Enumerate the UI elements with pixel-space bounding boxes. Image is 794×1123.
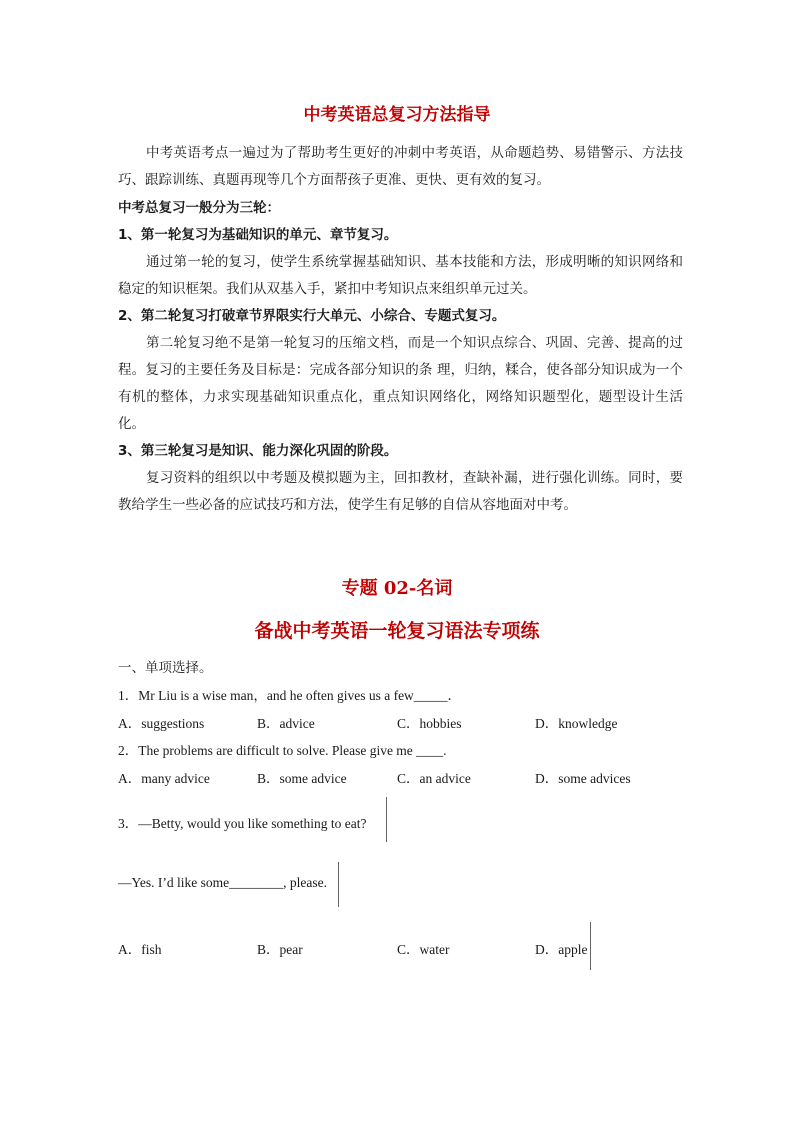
- question-3-stem: 3．—Betty, would you like something to eat?: [118, 816, 367, 831]
- question-1-option-c: C．hobbies: [397, 716, 462, 731]
- question-2-option-b: B．some advice: [257, 771, 347, 786]
- round2-heading: 2、第二轮复习打破章节界限实行大单元、小综合、专题式复习。: [118, 308, 506, 324]
- topic-subtitle: 备战中考英语一轮复习语法专项练: [254, 620, 540, 642]
- text-cursor-marker: [338, 862, 339, 907]
- question-2-stem: 2．The problems are difficult to solve. Please give me ____.: [118, 743, 447, 758]
- question-3-option-b: B．pear: [257, 942, 303, 957]
- round1-heading: 1、第一轮复习为基础知识的单元、章节复习。: [118, 227, 398, 243]
- question-3-option-d: D．apple: [535, 942, 588, 957]
- round2-text: 第二轮复习绝不是第一轮复习的压缩文档，而是一个知识点综合、巩固、完善、提高的过程。复习的主要任务及目标是：完成各部分知识的条 理，归纳，糅合，使各部分知识成为一个有机的整体，力求实现基础知识重点化，重点知识网络化，网络知识题型化，题型设计生活化。: [118, 335, 683, 432]
- question-3-stem-reply: —Yes. I’d like some________, please.: [118, 875, 327, 890]
- question-1-option-b: B．advice: [257, 716, 315, 731]
- text-cursor-marker: [386, 797, 387, 842]
- question-1-option-a: A．suggestions: [118, 716, 205, 731]
- question-1-option-d: D．knowledge: [535, 716, 618, 731]
- round1-text: 通过第一轮的复习，使学生系统掌握基础知识、基本技能和方法，形成明晰的知识网络和稳定的知识框架。我们从双基入手，紧扣中考知识点来组织单元过关。: [118, 254, 683, 297]
- question-1-stem: 1．Mr Liu is a wise man，and he often gives us a few_____．: [118, 688, 462, 703]
- question-2-option-a: A．many advice: [118, 771, 210, 786]
- text-cursor-marker: [590, 922, 591, 970]
- question-2-option-d: D．some advices: [535, 771, 631, 786]
- guide-intro: 中考英语考点一遍过为了帮助考生更好的冲刺中考英语，从命题趋势、易错警示、方法技巧、跟踪训练、真题再现等几个方面帮孩子更准、更快、更有效的复习。: [118, 145, 683, 188]
- question-2-option-c: C．an advice: [397, 771, 471, 786]
- round3-heading: 3、第三轮复习是知识、能力深化巩固的阶段。: [118, 443, 398, 459]
- section-label: 一、单项选择。: [118, 660, 213, 676]
- round3-text: 复习资料的组织以中考题及模拟题为主，回扣教材，查缺补漏，进行强化训练。同时，要教给学生一些必备的应试技巧和方法，使学生有足够的自信从容地面对中考。: [118, 470, 683, 513]
- question-3-option-c: C．water: [397, 942, 450, 957]
- topic-title: 专题 02-名词: [341, 578, 453, 599]
- guide-title: 中考英语总复习方法指导: [303, 105, 491, 125]
- overview-heading: 中考总复习一般分为三轮：: [118, 200, 280, 216]
- question-3-option-a: A．fish: [118, 942, 162, 957]
